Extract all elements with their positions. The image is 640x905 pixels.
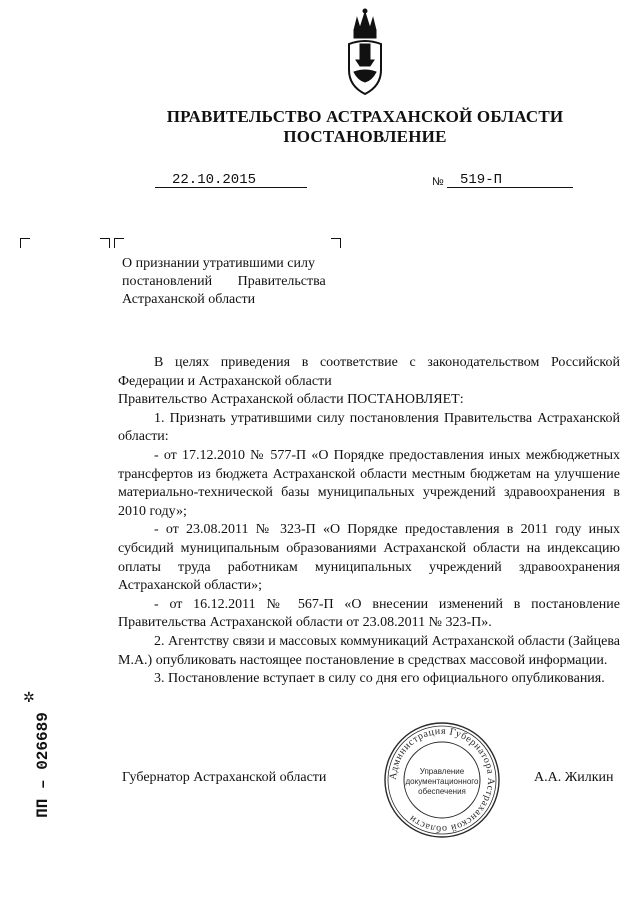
document-subject	[122, 255, 340, 309]
document-number: 519-П	[460, 172, 503, 188]
document-date: 22.10.2015	[172, 172, 257, 188]
corner-mark	[20, 238, 30, 248]
document-type: ПОСТАНОВЛЕНИЕ	[283, 127, 447, 146]
clause-1-item: - от 17.12.2010 № 577-П «О Порядке предоставления иных межбюджетных трансфертов из бюджета Астраханской области местным бюджетам на улучшение материально-технической базы муниципальных учреждений здравоохранения в 2010 году»;	[118, 447, 620, 519]
clause-1-item: - от 16.12.2011 № 567-П «О внесении изменений в постановление Правительства Астраханской области от 23.08.2011 № 323-П».	[118, 596, 620, 631]
subject-line: О признании утратившими силу	[122, 256, 315, 271]
corner-mark	[114, 238, 124, 248]
stamp-text: документационного	[405, 777, 479, 786]
preamble: В целях приведения в соответствие с законодательством Российской Федерации и Астраханской области	[118, 355, 620, 389]
stamp-text: Управление	[419, 767, 465, 776]
clause-2: 2. Агентству связи и массовых коммуникаций Астраханской области (Зайцева М.А.) опубликовать настоящее постановление в средствах массовой информации.	[118, 633, 620, 668]
clause-1: 1. Признать утратившими силу постановления Правительства Астраханской области:	[118, 410, 620, 445]
clause-1-item: - от 23.08.2011 № 323-П «О Порядке предоставления в 2011 году иных субсидий муниципальным образованиями Астраханской области на индексацию оплаты труда работникам муниципальных учреждений здравоохранения Астраханской области»;	[118, 522, 620, 594]
signatory-position: Губернатор Астраханской области	[122, 770, 327, 785]
date-underline	[155, 187, 307, 188]
enacting-clause: Правительство Астраханской области ПОСТАНОВЛЯЕТ:	[118, 392, 464, 408]
signatory-name: А.А. Жилкин	[534, 770, 614, 785]
stamp-ring-text: Администрация Губернатора Астраханской области	[387, 725, 497, 835]
margin-star-icon: ✲	[23, 690, 35, 706]
margin-registration-code	[24, 712, 64, 818]
coat-of-arms-emblem	[340, 8, 390, 98]
corner-mark	[331, 238, 341, 248]
stamp-text: обеспечения	[418, 787, 466, 796]
subject-line: постановлений Правительства	[122, 274, 326, 289]
registration-code: ПП – 026689	[34, 712, 52, 818]
corner-mark	[100, 238, 110, 248]
number-label: №	[432, 176, 444, 188]
official-stamp	[382, 720, 502, 840]
document-title: ПРАВИТЕЛЬСТВО АСТРАХАНСКОЙ ОБЛАСТИ	[166, 107, 564, 126]
subject-line: Астраханской области	[122, 292, 256, 307]
document-body	[118, 354, 620, 689]
clause-3: 3. Постановление вступает в силу со дня его официального опубликования.	[154, 671, 605, 687]
number-underline	[447, 187, 573, 188]
